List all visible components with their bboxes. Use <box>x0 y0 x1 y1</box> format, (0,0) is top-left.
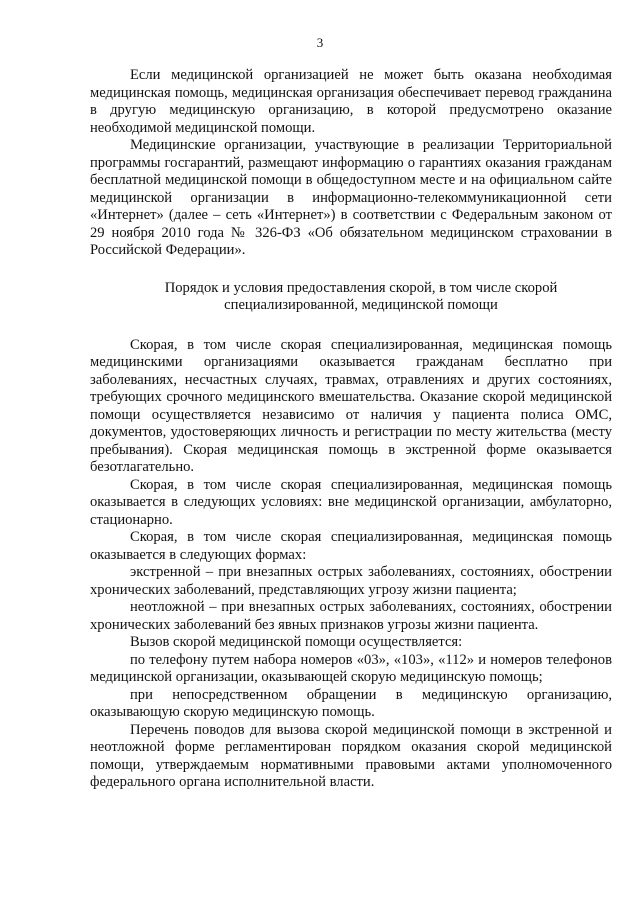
document-body <box>90 67 612 792</box>
list-item-call-by-phone: по телефону путем набора номеров «03», «103», «112» и номеров телефонов медицинской организации, оказывающей скорую медицинскую помощь; <box>90 651 612 685</box>
section-heading: Порядок и условия предоставления скорой, в том числе скорой специализированной, медицинской помощи <box>164 279 558 313</box>
list-item-emergency-form: экстренной – при внезапных острых заболеваниях, состояниях, обострении хронических заболеваний, представляющих угрозу жизни пациента; <box>90 564 612 598</box>
paragraph-information-placement: Медицинские организации, участвующие в реализации Территориальной программы госгарантий, размещают информацию о гарантиях оказания гражданам бесплатной медицинской помощи в общедоступном месте и на официальном сайте медицинской организации в информационно-телекоммуникационной сети «Интернет» (далее – сеть «Интернет») в соответствии с Федеральным законом от 29 ноября 2010 года № 326-ФЗ «Об обязательном медицинском страховании в Российской Федерации». <box>90 137 612 258</box>
paragraph-forms-intro: Скорая, в том числе скорая специализированная, медицинская помощь оказывается в следующих формах: <box>90 529 612 563</box>
paragraph-emergency-care-general: Скорая, в том числе скорая специализированная, медицинская помощь медицинскими организациями оказывается гражданам бесплатно при заболеваниях, несчастных случаях, травмах, отравлениях и других состояниях, требующих срочного медицинского вмешательства. Оказание скорой медицинской помощи осуществляется независимо от наличия у пациента полиса ОМС, документов, удостоверяющих личность и регистрации по месту жительства (месту пребывания). Скорая медицинская помощь в экстренной форме оказывается безотлагательно. <box>90 336 612 475</box>
list-item-call-in-person: при непосредственном обращении в медицинскую организацию, оказывающую скорую медицинскую помощь. <box>90 686 612 720</box>
page-number: 3 <box>316 35 324 50</box>
paragraph-call-intro: Вызов скорой медицинской помощи осуществляется: <box>130 634 463 650</box>
paragraph-call-reasons: Перечень поводов для вызова скорой медицинской помощи в экстренной и неотложной форме регламентирован порядком оказания скорой медицинской помощи, утверждаемым нормативными правовыми актами уполномоченного федерального органа исполнительной власти. <box>90 721 612 790</box>
list-item-urgent-form: неотложной – при внезапных острых заболеваниях, состояниях, обострении хронических заболеваний без явных признаков угрозы жизни пациента. <box>90 599 612 633</box>
paragraph-transfer: Если медицинской организацией не может быть оказана необходимая медицинская помощь, медицинская организация обеспечивает перевод гражданина в другую медицинскую организацию, в которой предусмотрено оказание необходимой медицинской помощи. <box>90 67 612 136</box>
paragraph-conditions: Скорая, в том числе скорая специализированная, медицинская помощь оказывается в следующих условиях: вне медицинской организации, амбулаторно, стационарно. <box>90 476 612 528</box>
